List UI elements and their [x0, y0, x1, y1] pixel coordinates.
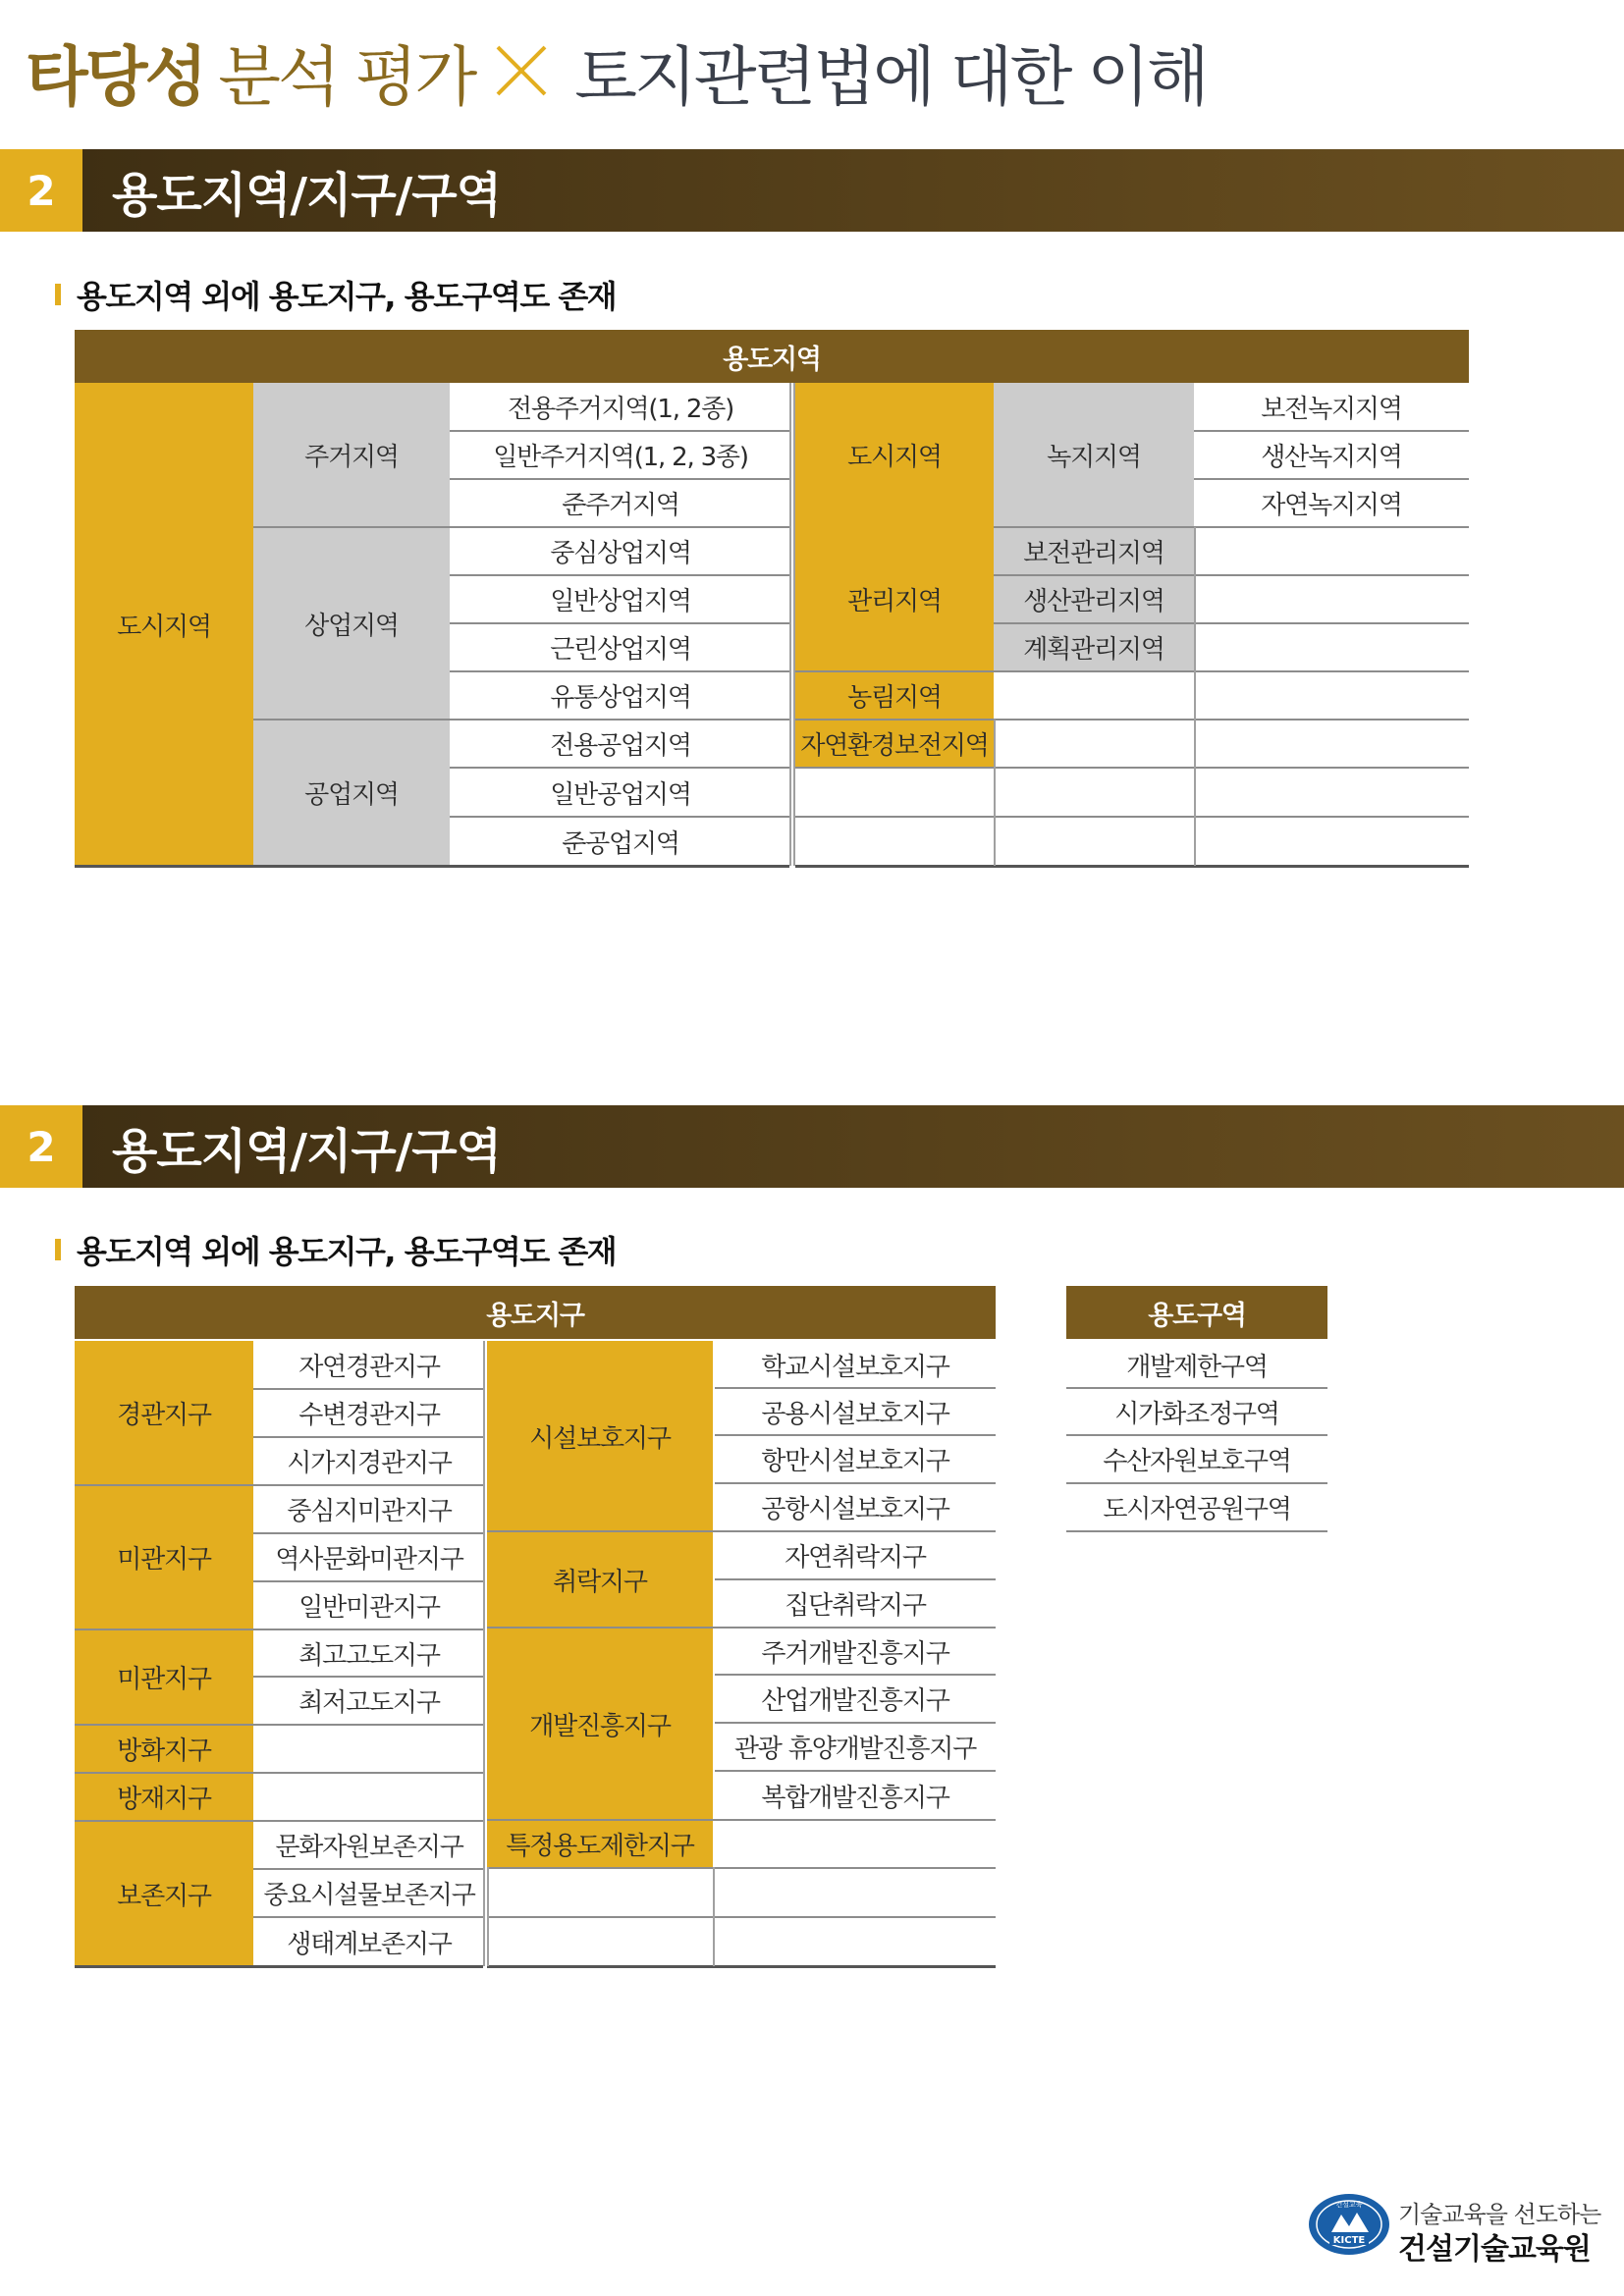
subtitle-text: 용도지역 외에 용도지구, 용도구역도 존재: [77, 1233, 617, 1270]
title-rest: 토지관련법에 대한 이해: [574, 38, 1207, 115]
list-item: 최저고도지구: [298, 1688, 440, 1718]
list-item: 일반주거지역(1, 2, 3종): [493, 443, 748, 472]
list-item: 일반미관지구: [298, 1593, 440, 1623]
list-item: 준공업지역: [562, 828, 679, 859]
list-item: 중요시설물보존지구: [263, 1881, 475, 1910]
list-item: 일반공업지역: [550, 779, 691, 810]
management-area-cell: 관리지역: [795, 527, 994, 671]
height-cell: 미관지구: [75, 1629, 253, 1725]
zone-table-header: 용도구역: [1066, 1286, 1327, 1339]
section-bar: [0, 149, 1624, 232]
list-item: 전용주거지역(1, 2종): [507, 395, 734, 424]
title-light: 분석 평가: [218, 38, 475, 115]
section-number: 2: [0, 1105, 82, 1188]
city-area-cell: 도시지역: [75, 383, 253, 866]
commercial-cell: 상업지역: [253, 527, 450, 720]
emblem-ring-text: 건설교육: [1335, 2201, 1363, 2209]
fire-cell: 방화지구: [75, 1725, 253, 1773]
list-item: 항만시설보호지구: [761, 1447, 949, 1476]
green-area-cell: 녹지지역: [994, 383, 1194, 527]
emblem-text: KICTE: [1332, 2235, 1366, 2246]
list-item: 생산녹지지역: [1261, 443, 1402, 472]
title-bold: 타당성: [26, 38, 205, 115]
list-item: 보전관리지역: [994, 527, 1194, 575]
landscape-cell: 경관지구: [75, 1341, 253, 1485]
list-item: 도시자연공원구역: [1103, 1495, 1291, 1524]
list-item: 생태계보존지구: [287, 1929, 452, 1959]
list-item: 역사문화미관지구: [275, 1545, 463, 1575]
section-number: 2: [0, 149, 82, 232]
bullet-bar-icon: [55, 284, 61, 305]
list-item: 복합개발진흥지구: [761, 1783, 949, 1813]
list-item: 최고고도지구: [298, 1640, 440, 1671]
list-item: 공항시설보호지구: [761, 1495, 949, 1524]
section-bar: [0, 1105, 1624, 1188]
list-item: 개발제한구역: [1126, 1352, 1268, 1382]
preservation-cell: 보존지구: [75, 1821, 253, 1966]
list-item: 생산관리지역: [994, 575, 1194, 623]
agri-forest-cell: 농림지역: [795, 671, 994, 720]
subtitle-text: 용도지역 외에 용도지구, 용도구역도 존재: [77, 278, 617, 315]
special-use-cell: 특정용도제한지구: [487, 1820, 713, 1867]
list-item: 자연경관지구: [298, 1353, 440, 1382]
list-item: 문화자원보존지구: [275, 1833, 463, 1862]
list-item: 학교시설보호지구: [761, 1352, 949, 1382]
list-item: 계획관리지역: [994, 623, 1194, 671]
list-item: 관광 휴양개발진흥지구: [733, 1735, 977, 1764]
facility-protection-cell: 시설보호지구: [487, 1341, 713, 1531]
list-item: 공용시설보호지구: [761, 1399, 949, 1429]
list-item: 보전녹지지역: [1261, 395, 1402, 424]
list-item: 전용공업지역: [550, 731, 691, 761]
list-item: 주거개발진흥지구: [761, 1638, 949, 1669]
org-tagline: 기술교육을 선도하는: [1398, 2201, 1601, 2228]
nature-conservation-cell: 자연환경보전지역: [795, 720, 994, 768]
page-title: [26, 22, 1207, 120]
list-item: 중심상업지역: [550, 539, 691, 568]
disaster-cell: 방재지구: [75, 1773, 253, 1821]
development-cell: 개발진흥지구: [487, 1628, 713, 1820]
list-item: 일반상업지역: [550, 587, 691, 616]
list-item: 유통상업지역: [550, 683, 691, 713]
section-subtitle: [55, 1230, 616, 1269]
list-item: 수산자원보호구역: [1103, 1447, 1291, 1476]
right-city-area-cell: 도시지역: [795, 383, 994, 527]
kicte-emblem-icon: [1308, 2193, 1390, 2256]
bullet-bar-icon: [55, 1239, 61, 1260]
table-header: 용도지역: [75, 330, 1469, 383]
settlement-cell: 취락지구: [487, 1531, 713, 1628]
list-item: 자연녹지지역: [1261, 491, 1402, 520]
section-subtitle: [55, 275, 616, 314]
cross-icon: [494, 43, 549, 98]
section-title: 용도지역/지구/구역: [82, 149, 1624, 232]
list-item: 시가화조정구역: [1114, 1399, 1279, 1429]
list-item: 수변경관지구: [298, 1401, 440, 1430]
industrial-cell: 공업지역: [253, 720, 450, 866]
list-item: 집단취락지구: [785, 1591, 926, 1621]
list-item: 준주거지역: [562, 491, 679, 520]
org-logo: [1308, 2191, 1601, 2267]
residential-cell: 주거지역: [253, 383, 450, 527]
district-table-header: 용도지구: [75, 1286, 996, 1339]
list-item: 근린상업지역: [550, 635, 691, 665]
list-item: 산업개발진흥지구: [761, 1686, 949, 1716]
list-item: 중심지미관지구: [287, 1497, 452, 1526]
aesthetic-cell: 미관지구: [75, 1485, 253, 1629]
section-title: 용도지역/지구/구역: [82, 1105, 1624, 1188]
list-item: 자연취락지구: [785, 1543, 926, 1573]
org-name: 건설기술교육원: [1398, 2232, 1591, 2267]
list-item: 시가지경관지구: [287, 1449, 452, 1478]
